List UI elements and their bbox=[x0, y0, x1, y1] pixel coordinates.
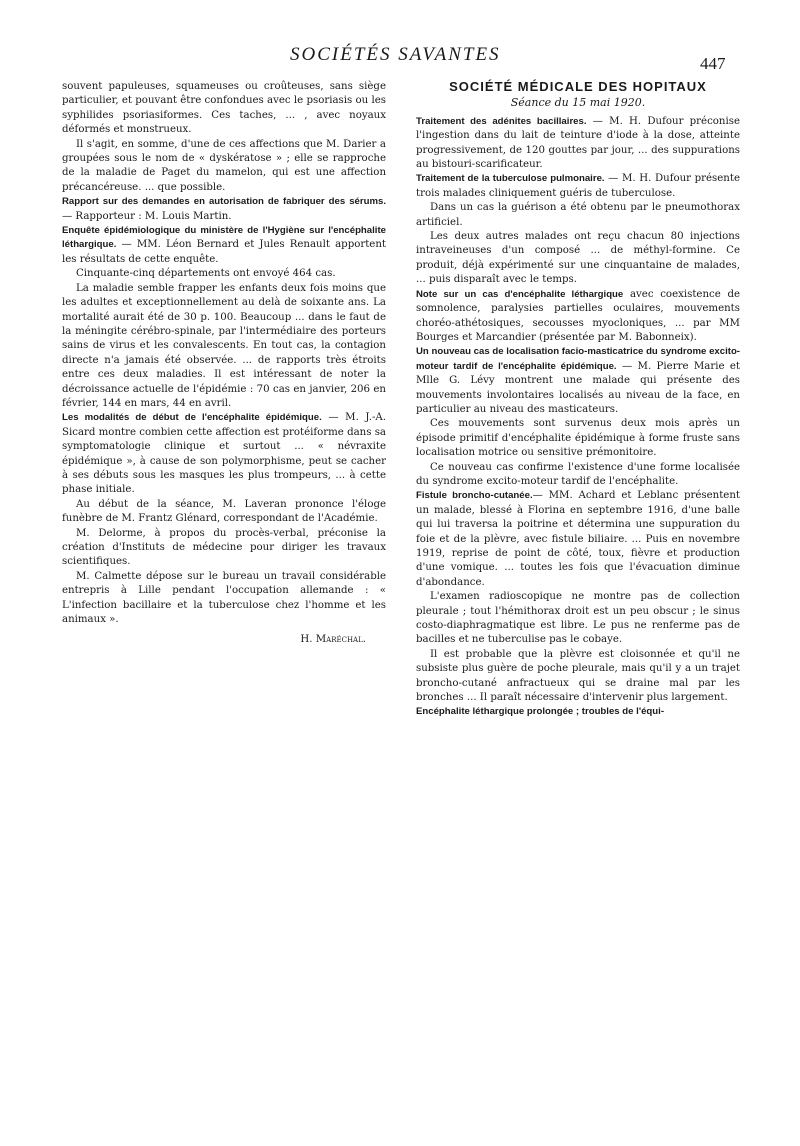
paragraph: Dans un cas la guérison a été obtenu par le pneumothorax artificiel. bbox=[416, 202, 740, 228]
section-text: — M. H. Dufour préconise l'ingestion dans du lait de teinture d'iode à la dose, atteinte progressivement, de 120 gouttes par jour, ... des suppurations au bistouri-scarificateur. bbox=[416, 115, 740, 171]
section-text: — M. Pierre Marie et Mlle G. Lévy montrent une malade qui présente des mouvements involontaires localisés au niveau de la face, en particulier au niveau des masticateurs. bbox=[416, 360, 740, 415]
session-date: Séance du 15 mai 1920. bbox=[510, 96, 646, 110]
section-text: avec coexistence de somnolence, paralysies partielles oculaires, mouvements choréo-athétosiques, secousses myocloniques, ... par MM Bourges et Marcandier (présentée par M. Babonneix). bbox=[416, 288, 741, 343]
running-title: SOCIÉTÉS SAVANTES bbox=[290, 44, 501, 65]
section-paragraph bbox=[62, 195, 386, 224]
section-paragraph bbox=[62, 411, 386, 497]
section-text: — M. J.-A. Sicard montre combien cette affection est protéiforme dans sa symptomatologie clinique et surtout ... « névraxite épidémique », à cause de son polymorphisme, peut se cacher à ses débuts sous les masques les plus trompeurs, ... à cette phase initiale. bbox=[62, 412, 386, 496]
section-paragraph bbox=[416, 115, 740, 173]
section-paragraph bbox=[416, 489, 740, 590]
section-heading: Un nouveau cas de localisation facio-masticatrice du syndrome excito-moteur tardif de l'encéphalite épidémique. bbox=[416, 346, 740, 372]
section-heading: Note sur un cas d'encéphalite léthargique bbox=[416, 288, 624, 300]
section-text: — Rapporteur : M. Louis Martin. bbox=[62, 210, 232, 222]
paragraph: M. Delorme, à propos du procès-verbal, préconise la création d'Instituts de médecine pour diriger les travaux scientifiques. bbox=[62, 527, 386, 568]
paragraph: Il s'agit, en somme, d'une de ces affections que M. Darier a groupées sous le nom de « dyskératose » ; elle se rapproche de la maladie de Paget du mamelon, qui est une affection précancéreuse. ... que possible. bbox=[62, 138, 386, 193]
paragraph: Ce nouveau cas confirme l'existence d'une forme localisée du syndrome excito-moteur tardif de l'encéphalite. bbox=[416, 461, 740, 487]
section-heading: Enquête épidémiologique du ministère de l'Hygiène sur l'encéphalite léthargique. bbox=[62, 225, 386, 251]
section-text: — MM. Léon Bernard et Jules Renault apportent les résultats de cette enquête. bbox=[62, 239, 386, 265]
left-column bbox=[62, 80, 386, 648]
paragraph: M. Calmette dépose sur le bureau un travail considérable entrepris à Lille pendant l'occupation allemande : « L'infection bacillaire et la tuberculose chez l'homme et les animaux ». bbox=[62, 570, 386, 626]
society-title: SOCIÉTÉ MÉDICALE DES HOPITAUX bbox=[449, 79, 707, 94]
section-heading: Encéphalite léthargique prolongée ; troubles de l'équi- bbox=[416, 706, 665, 718]
paragraph: Les deux autres malades ont reçu chacun 80 injections intraveineuses d'un composé ... de méthyl-formine. Ce produit, déjà expérimenté sur une cinquantaine de malades, ... puis disparaît avec le temps. bbox=[416, 231, 740, 286]
right-column bbox=[416, 80, 740, 720]
section-paragraph bbox=[416, 172, 740, 201]
section-paragraph bbox=[416, 345, 740, 417]
paragraph: Il est probable que la plèvre est cloisonnée et qu'il ne subsiste plus guère de poche pleurale, mais qu'il y a un trajet broncho-cutané anfractueux qui se draine mal par les bronches ... Il paraît nécessaire d'intervenir plus largement. bbox=[416, 648, 740, 704]
paragraph: Ces mouvements sont survenus deux mois après un épisode primitif d'encéphalite épidémique à forme fruste sans localisation motrice ou sensitive prémonitoire. bbox=[416, 418, 740, 459]
section-heading: Traitement de la tuberculose pulmonaire. bbox=[416, 173, 605, 185]
section-heading: Traitement des adénites bacillaires. bbox=[416, 115, 587, 127]
paragraph: Au début de la séance, M. Laveran prononce l'éloge funèbre de M. Frantz Glénard, correspondant de l'Académie. bbox=[62, 498, 386, 525]
section-text: — MM. Achard et Leblanc présentent un malade, blessé à Florina en septembre 1916, d'une balle qui lui traversa la poitrine et détermina une suppuration du foie et de la plèvre, avec fistule biliaire. ... Puis en novembre 1919, reprise de point de côté, toux, fièvre et production d'une vomique. ... toutes les fois que l'évacuation diminue d'abondance. bbox=[416, 490, 740, 588]
paragraph: La maladie semble frapper les enfants deux fois moins que les adultes et exceptionnellement au delà de soixante ans. La mortalité aurait été de 30 p. 100. Beaucoup ... dans le faut de la méningite cérébro-spinale, par l'intermédiaire des porteurs sains de virus et les convalescents. En tout cas, la contagion directe n'a jamais été observée. ... de rapports très étroits entre ces deux maladies. Il est intéressant de noter la décroissance actuelle de l'épidémie : 70 cas en janvier, 206 en février, 144 en mars, 44 en avril. bbox=[62, 282, 386, 409]
section-heading: Fistule broncho-cutanée. bbox=[416, 490, 533, 502]
section-heading: Les modalités de début de l'encéphalite épidémique. bbox=[62, 412, 322, 424]
paragraph: Cinquante-cinq départements ont envoyé 464 cas. bbox=[76, 268, 336, 280]
paragraph: souvent papuleuses, squameuses ou croûteuses, sans siège particulier, et pouvant être confondues avec le psoriasis ou les syphilides psoriasiformes. Ces taches, ... , avec noyaux déformés et monstrueux. bbox=[62, 81, 386, 136]
section-heading: Rapport sur des demandes en autorisation de fabriquer des sérums. bbox=[62, 196, 386, 208]
paragraph: L'examen radioscopique ne montre pas de collection pleurale ; tout l'hémithorax droit est un peu obscur ; le sinus costo-diaphragmatique est libre. Le pus ne renferme pas de bacilles et ne tuberculise pas le cobaye. bbox=[416, 591, 740, 646]
page-number: 447 bbox=[700, 54, 726, 73]
section-paragraph bbox=[416, 705, 740, 719]
section-paragraph bbox=[416, 288, 740, 346]
section-paragraph bbox=[62, 224, 386, 267]
section-text: — M. H. Dufour présente trois malades cliniquement guéris de tuberculose. bbox=[416, 173, 740, 199]
author-signature: H. Maréchal. bbox=[300, 634, 366, 646]
